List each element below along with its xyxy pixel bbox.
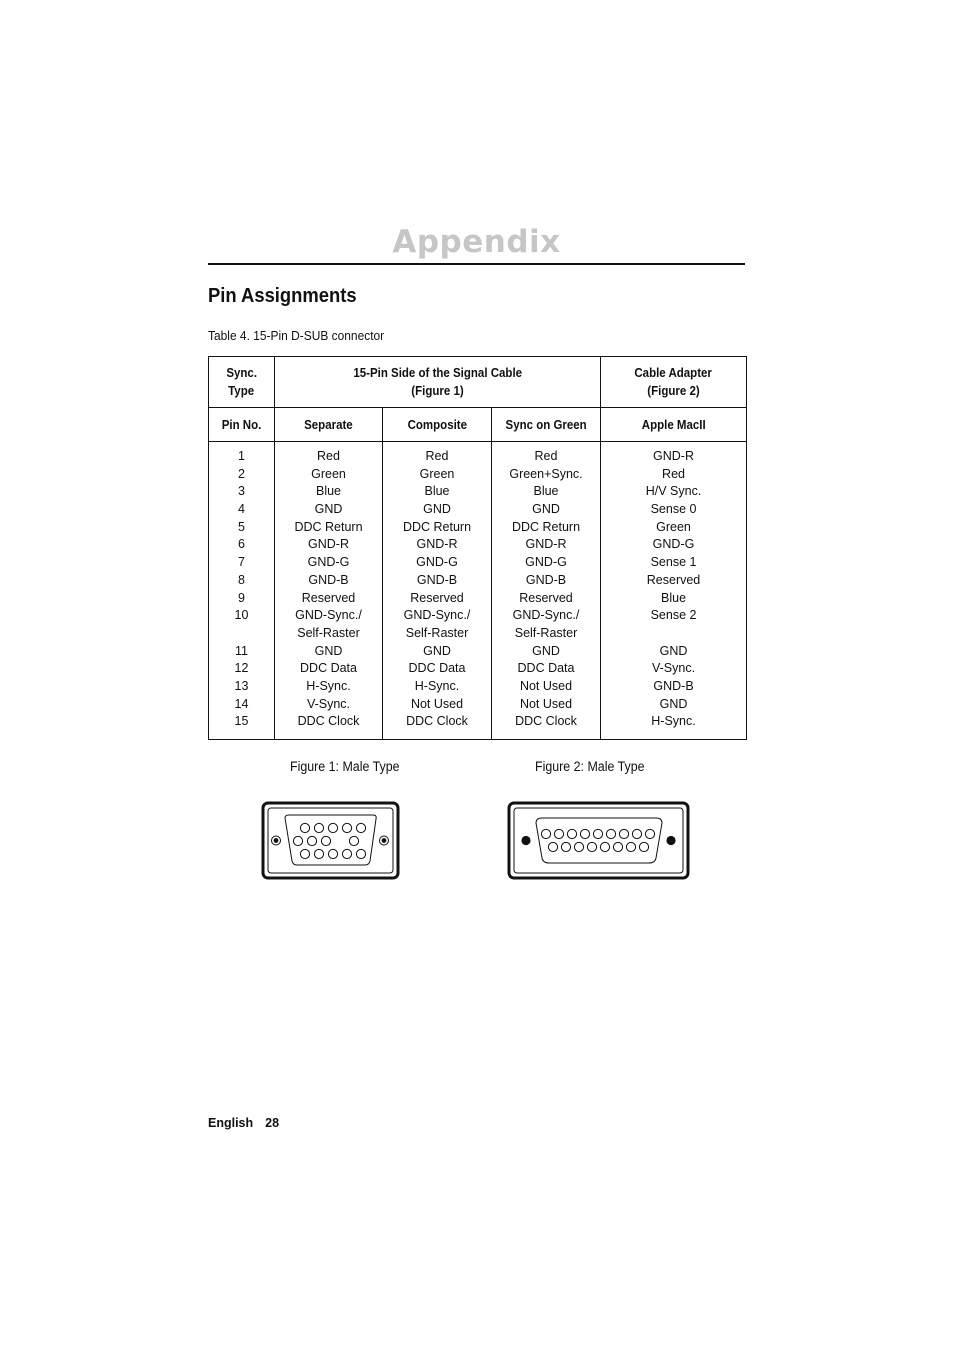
table-cell: Blue <box>533 484 559 499</box>
table-cell: Sense 1 <box>650 555 697 570</box>
table-cell: H/V Sync. <box>645 484 702 499</box>
table-cell: GND-B <box>416 572 458 587</box>
table-cell: 10 <box>234 608 249 623</box>
table-cell: 13 <box>234 678 249 693</box>
table-cell: GND <box>314 643 343 658</box>
table-cell: DDC Clock <box>515 714 577 729</box>
page-footer <box>208 1115 291 1131</box>
column-apple-macii <box>601 442 747 740</box>
table-cell: DDC Return <box>402 519 472 534</box>
table-cell: Green+Sync. <box>509 466 583 481</box>
table-cell: 4 <box>238 502 245 517</box>
header-apple-macii: Apple MacII <box>601 408 747 442</box>
header-cable-adapter-line1: Cable Adapter <box>634 366 713 380</box>
table-cell: H-Sync. <box>414 678 460 693</box>
table-cell: GND-R <box>653 449 694 463</box>
table-cell: DDC Data <box>517 661 575 676</box>
figure1-caption: Figure 1: Male Type <box>290 759 400 774</box>
table-cell: V-Sync. <box>306 696 351 711</box>
table-cell: 11 <box>235 643 248 658</box>
table-cell: Blue <box>315 484 342 499</box>
header-sync-type-line1: Sync. <box>226 366 257 380</box>
table-cell: GND-Sync./ <box>512 608 580 623</box>
table-cell: GND <box>659 696 688 711</box>
table-cell: 3 <box>238 484 245 499</box>
table-cell: GND-R <box>416 537 458 552</box>
header-sync-on-green: Sync on Green <box>492 408 601 442</box>
title-rule <box>208 263 745 265</box>
table-cell: Red <box>425 449 449 463</box>
table-cell: GND-G <box>307 555 350 570</box>
table-subheader-row <box>209 408 747 442</box>
footer-language: English <box>208 1116 254 1130</box>
section-heading: Pin Assignments <box>208 285 357 307</box>
table-cell: 8 <box>238 572 245 587</box>
db15-connector-icon <box>507 801 691 881</box>
table-cell: GND-G <box>652 537 695 552</box>
table-cell: Blue <box>661 590 687 605</box>
table-cell: 15 <box>234 714 249 729</box>
header-signal-cable <box>275 357 601 408</box>
header-signal-cable-line2: (Figure 1) <box>411 384 464 398</box>
table-cell: Not Used <box>519 696 573 711</box>
table-cell: GND <box>659 643 688 658</box>
table-cell: DDC Return <box>511 519 581 534</box>
footer-page-number: 28 <box>265 1116 280 1130</box>
table-cell: 1 <box>238 449 245 463</box>
table-cell: Self-Raster <box>405 625 469 640</box>
table-cell: Green <box>419 466 455 481</box>
table-cell: DDC Data <box>300 661 357 676</box>
column-pin-no <box>209 442 275 740</box>
column-composite <box>383 442 492 740</box>
table-cell: Self-Raster <box>514 625 578 640</box>
header-sync-type-line2: Type <box>228 384 255 398</box>
table-cell: 6 <box>238 537 245 552</box>
table-cell: 12 <box>234 661 249 676</box>
table-cell: GND-R <box>308 537 349 552</box>
pin-assignment-table <box>208 356 747 740</box>
table-cell: GND-Sync./ <box>295 608 362 623</box>
table-cell: GND-B <box>308 572 349 587</box>
header-cable-adapter-line2: (Figure 2) <box>647 384 700 398</box>
table-cell: GND-R <box>525 537 567 552</box>
table-cell: Blue <box>424 484 450 499</box>
page-title: Appendix <box>392 224 561 260</box>
table-cell: Not Used <box>410 696 464 711</box>
table-cell: Red <box>662 466 685 481</box>
table-cell: Green <box>656 519 691 534</box>
table-cell: GND-B <box>653 678 694 693</box>
header-separate: Separate <box>275 408 383 442</box>
table-cell: Not Used <box>519 678 573 693</box>
table-cell: 7 <box>238 555 245 570</box>
table-cell: DDC Clock <box>406 714 468 729</box>
table-cell <box>601 625 746 643</box>
table-cell: GND-G <box>416 555 458 570</box>
table-cell: 5 <box>238 519 245 534</box>
table-cell: H-Sync. <box>651 714 696 729</box>
table-cell: H-Sync. <box>306 678 351 693</box>
table-cell: Reserved <box>410 590 464 605</box>
table-cell: Reserved <box>519 590 573 605</box>
table-cell: Sense 2 <box>650 608 697 623</box>
table-cell: 9 <box>238 590 245 605</box>
table-caption: Table 4. 15-Pin D-SUB connector <box>208 328 385 343</box>
table-cell: Reserved <box>646 572 701 587</box>
table-cell: GND <box>532 502 560 517</box>
table-cell: Reserved <box>301 590 356 605</box>
header-cable-adapter <box>601 357 747 408</box>
table-body-row <box>209 442 747 740</box>
header-signal-cable-line1: 15-Pin Side of the Signal Cable <box>353 366 522 380</box>
table-cell: GND <box>423 502 451 517</box>
column-sync-on-green <box>492 442 601 740</box>
figure2-caption: Figure 2: Male Type <box>535 759 645 774</box>
table-header-row <box>209 357 747 408</box>
table-cell: GND-B <box>525 572 567 587</box>
table-cell: Self-Raster <box>297 625 360 640</box>
column-separate <box>275 442 383 740</box>
table-cell: GND <box>423 643 451 658</box>
table-cell: GND-G <box>525 555 567 570</box>
header-sync-type <box>209 357 275 408</box>
header-composite: Composite <box>383 408 492 442</box>
table-cell: DDC Return <box>294 519 363 534</box>
table-cell: Green <box>311 466 346 481</box>
table-cell: GND <box>314 502 343 517</box>
table-cell: GND <box>532 643 560 658</box>
table-cell: GND-Sync./ <box>403 608 471 623</box>
table-cell: Red <box>534 449 558 463</box>
vga-connector-icon <box>261 801 401 881</box>
header-pin-no: Pin No. <box>209 408 275 442</box>
table-cell: 14 <box>234 696 249 711</box>
table-cell: DDC Clock <box>297 714 360 729</box>
table-cell: Sense 0 <box>650 502 697 517</box>
table-cell: DDC Data <box>408 661 466 676</box>
table-cell: 2 <box>238 466 245 481</box>
table-cell: Red <box>317 449 340 463</box>
table-cell: V-Sync. <box>651 661 696 676</box>
table-cell <box>209 625 274 643</box>
